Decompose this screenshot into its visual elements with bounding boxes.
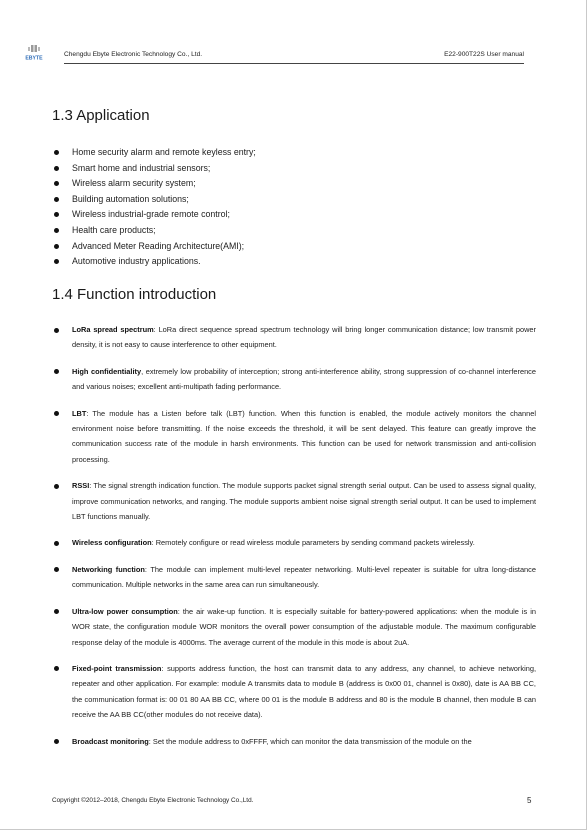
logo-text: EBYTE <box>25 55 43 62</box>
application-list <box>52 145 256 270</box>
function-item <box>52 734 536 749</box>
header-company: Chengdu Ebyte Electronic Technology Co., Ltd. <box>64 51 203 58</box>
list-item <box>52 192 256 208</box>
bullet-icon <box>54 244 59 249</box>
function-item <box>52 478 536 524</box>
list-item <box>52 254 256 270</box>
function-list <box>52 322 536 760</box>
function-term: Ultra-low power consumption <box>72 606 178 616</box>
function-term: Broadcast monitoring <box>72 736 149 746</box>
function-description: : the air wake-up function. It is especially suitable for battery-powered applications: when the module is in WOR state, the configuration module WOR monitors the overall power consumption of the adjustable module. The maximum configurable response delay of the module is 4000ms. The average current of the module in this mode is about 2uA. <box>72 606 536 647</box>
bullet-icon <box>54 411 59 416</box>
bullet-icon <box>54 181 59 186</box>
function-term: LoRa spread spectrum <box>72 325 154 334</box>
function-description: , extremely low probability of interception; strong anti-interference ability, strong suppression of co-channel interference and various noises; excellent anti-multipath fading performance. <box>72 366 536 392</box>
function-item <box>52 661 536 723</box>
function-item <box>52 364 536 395</box>
bullet-icon <box>54 567 59 572</box>
bullet-icon <box>54 666 59 671</box>
function-description: : The module can implement multi-level repeater networking. Multi-level repeater is suitable for ultra long-distance communication. Multiple networks in the same area can run simultaneously. <box>72 564 536 590</box>
list-item <box>52 161 256 177</box>
list-item <box>52 176 256 192</box>
list-item-text: Home security alarm and remote keyless entry; <box>72 147 256 157</box>
list-item-text: Building automation solutions; <box>72 193 189 204</box>
list-item-text: Advanced Meter Reading Architecture(AMI); <box>72 240 245 251</box>
function-term: LBT <box>72 408 87 418</box>
list-item <box>52 239 256 255</box>
function-description: : The module has a Listen before talk (LBT) function. When this function is enabled, the module actively monitors the channel environment noise before transmitting. If the noise exceeds the threshold, it will be sent delayed. This feature can greatly improve the communication success rate of the module in harsh environments. This function can be used for network transmission and anti-collision processing. <box>72 408 536 464</box>
function-term: RSSI <box>72 481 90 491</box>
bullet-icon <box>54 369 59 374</box>
bullet-icon <box>54 609 59 614</box>
footer-copyright: Copyright ©2012–2018, Chengdu Ebyte Electronic Technology Co.,Ltd. <box>52 797 254 804</box>
bullet-icon <box>54 212 59 217</box>
function-term: Fixed-point transmission <box>72 663 162 673</box>
bullet-icon <box>54 259 59 264</box>
function-description: : The signal strength indication function. The module supports packet signal strength serial output. Can be used to assess signal quality, improve communication networks, and ranging. The module supports ambient noise signal strength serial output. It can be used to implement LBT functions manually. <box>72 481 536 522</box>
function-item <box>52 562 536 593</box>
section-heading-function: 1.4 Function introduction <box>52 286 217 303</box>
function-item <box>52 406 536 468</box>
list-item <box>52 145 256 161</box>
bullet-icon <box>54 197 59 202</box>
header-divider <box>64 63 524 64</box>
section-heading-application: 1.3 Application <box>52 107 150 124</box>
bullet-icon <box>54 166 59 171</box>
page-header <box>20 44 524 64</box>
bullet-icon <box>54 228 59 233</box>
bullet-icon <box>54 150 59 155</box>
function-item <box>52 535 536 550</box>
bullet-icon <box>54 328 59 333</box>
function-description: : Remotely configure or read wireless module parameters by sending command packets wirelessly. <box>151 538 475 548</box>
list-item-text: Wireless industrial-grade remote control; <box>72 209 230 220</box>
function-item <box>52 322 536 353</box>
function-description: : supports address function, the host can transmit data to any address, any channel, to achieve networking, repeater and other application. For example: module A transmits data to module B (address is 0x00 01, channel is 0x80), date is AA BB CC, the communication format is: 00 01 80 AA BB CC, where 00 01 is the module B address and 80 is the module B channel, then module B can receive the AA BB CC(other modules do not receive data). <box>72 663 536 720</box>
header-manual-title: E22-900T22S User manual <box>444 51 524 58</box>
list-item <box>52 207 256 223</box>
list-item-text: Health care products; <box>72 224 156 235</box>
page-number: 5 <box>527 796 532 805</box>
list-item-text: Smart home and industrial sensors; <box>72 162 211 173</box>
function-description: : LoRa direct sequence spread spectrum technology will bring longer communication distance; low transmit power density, it is not easy to cause interference to other equipment. <box>72 325 537 350</box>
list-item-text: Wireless alarm security system; <box>72 178 196 189</box>
list-item <box>52 223 256 239</box>
function-term: Networking function <box>72 564 145 574</box>
bullet-icon <box>54 541 59 546</box>
function-term: High confidentiality <box>72 366 142 376</box>
ebyte-logo <box>20 44 48 62</box>
list-item-text: Automotive industry applications. <box>72 256 201 267</box>
function-item <box>52 604 536 650</box>
function-term: Wireless configuration <box>72 538 152 548</box>
bullet-icon <box>54 739 59 744</box>
bullet-icon <box>54 484 59 489</box>
function-description: : Set the module address to 0xFFFF, which can monitor the data transmission of the module on the <box>148 736 472 746</box>
